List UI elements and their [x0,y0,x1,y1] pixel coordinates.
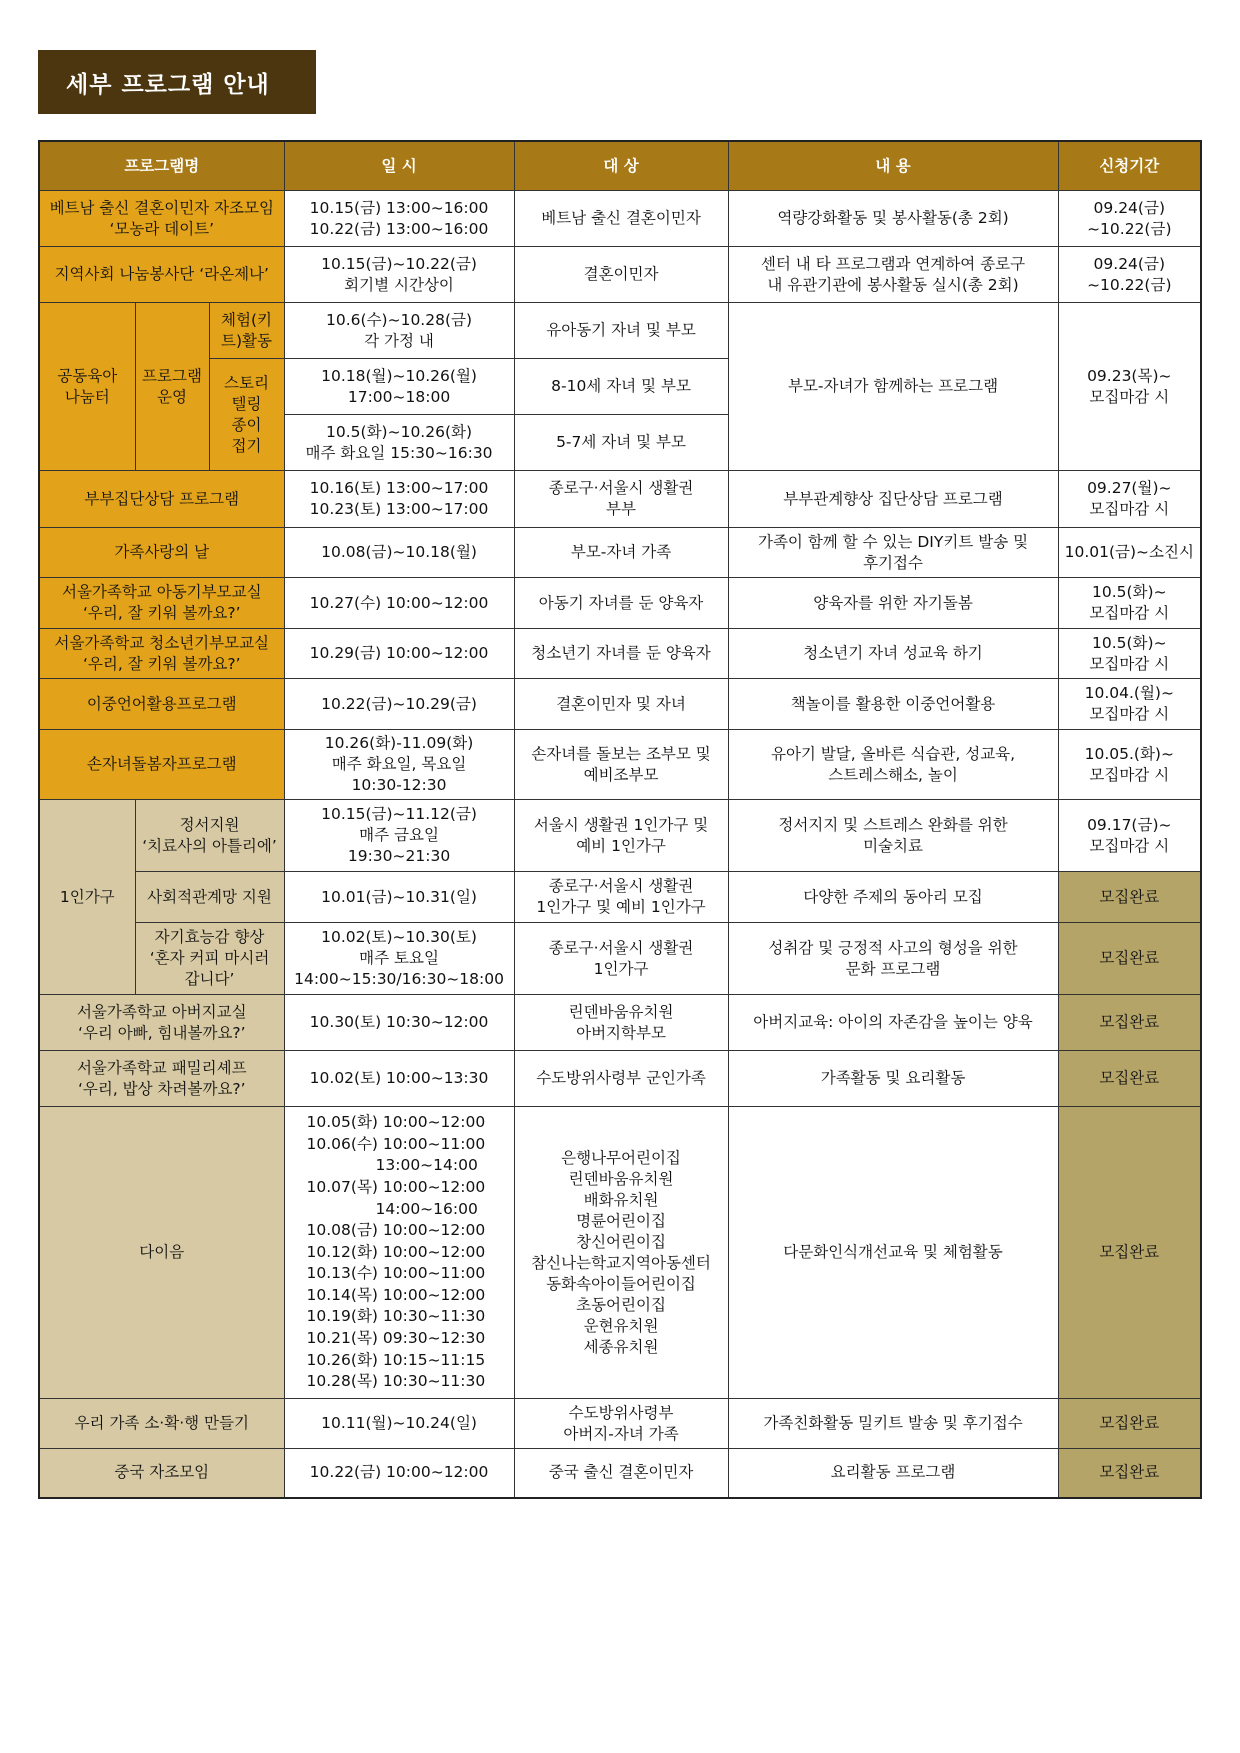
program-name: 체험(키 트)활동 [209,303,284,359]
program-name: 서울가족학교 청소년기부모교실 ‘우리, 잘 키워 볼까요?’ [39,629,284,679]
program-date: 10.18(월)~10.26(월) 17:00~18:00 [284,359,514,415]
program-name: 서울가족학교 패밀리셰프 ‘우리, 밥상 차려볼까요?’ [39,1051,284,1107]
table-row [39,471,1201,528]
program-date: 10.08(금)~10.18(월) [284,528,514,578]
program-target: 결혼이민자 및 자녀 [514,679,728,730]
program-content: 역량강화활동 및 봉사활동(총 2회) [728,191,1058,247]
program-period: 모집완료 [1058,1399,1201,1449]
table-row [39,872,1201,923]
table-row [39,1107,1201,1399]
program-name: 중국 자조모임 [39,1449,284,1498]
program-target: 은행나무어린이집 린덴바움유치원 배화유치원 명륜어린이집 창신어린이집 참신나는학교지역아동센터 동화속아이들어린이집 초동어린이집 운현유치원 세종유치원 [514,1107,728,1399]
table-row [39,1051,1201,1107]
program-date: 10.16(토) 13:00~17:00 10.23(토) 13:00~17:00 [284,471,514,528]
program-name: 사회적관계망 지원 [135,872,284,923]
program-content: 부모-자녀가 함께하는 프로그램 [728,303,1058,471]
table-header [39,141,1201,191]
program-content: 부부관계향상 집단상담 프로그램 [728,471,1058,528]
table-row [39,191,1201,247]
program-date: 10.01(금)~10.31(일) [284,872,514,923]
program-period: 10.01(금)~소진시 [1058,528,1201,578]
program-name: 정서지원 ‘치료사의 아틀리에’ [135,800,284,872]
program-group: 1인가구 [39,800,135,995]
table-row [39,578,1201,629]
table-row [39,730,1201,800]
program-content: 아버지교육: 아이의 자존감을 높이는 양육 [728,995,1058,1051]
program-target: 종로구·서울시 생활권 1인가구 및 예비 1인가구 [514,872,728,923]
program-period: 09.24(금) ~10.22(금) [1058,247,1201,303]
table-row [39,1399,1201,1449]
program-content: 성취감 및 긍정적 사고의 형성을 위한 문화 프로그램 [728,923,1058,995]
table-row [39,629,1201,679]
program-name: 다이음 [39,1107,284,1399]
program-target: 8-10세 자녀 및 부모 [514,359,728,415]
program-date: 10.26(화)-11.09(화) 매주 화요일, 목요일 10:30-12:30 [284,730,514,800]
program-date: 10.6(수)~10.28(금) 각 가정 내 [284,303,514,359]
program-date: 10.15(금) 13:00~16:00 10.22(금) 13:00~16:00 [284,191,514,247]
header-target: 대 상 [514,141,728,191]
table-row [39,247,1201,303]
program-content: 다문화인식개선교육 및 체험활동 [728,1107,1058,1399]
program-period: 모집완료 [1058,1051,1201,1107]
table-row [39,995,1201,1051]
header-date: 일 시 [284,141,514,191]
program-subgroup: 프로그램 운영 [135,303,209,471]
program-date: 10.02(토)~10.30(토) 매주 토요일 14:00~15:30/16:30~18:00 [284,923,514,995]
program-target: 청소년기 자녀를 둔 양육자 [514,629,728,679]
program-date: 10.15(금)~11.12(금) 매주 금요일 19:30~21:30 [284,800,514,872]
program-period: 09.27(월)~ 모집마감 시 [1058,471,1201,528]
header-program: 프로그램명 [39,141,284,191]
program-content: 가족친화활동 밀키트 발송 및 후기접수 [728,1399,1058,1449]
program-target: 결혼이민자 [514,247,728,303]
program-period: 09.23(목)~ 모집마감 시 [1058,303,1201,471]
program-date: 10.22(금) 10:00~12:00 [284,1449,514,1498]
program-period: 10.5(화)~ 모집마감 시 [1058,578,1201,629]
program-date: 10.15(금)~10.22(금) 회기별 시간상이 [284,247,514,303]
table-row [39,800,1201,872]
program-period: 모집완료 [1058,1449,1201,1498]
program-target: 베트남 출신 결혼이민자 [514,191,728,247]
table-row [39,679,1201,730]
program-content: 센터 내 타 프로그램과 연계하여 종로구 내 유관기관에 봉사활동 실시(총 2회) [728,247,1058,303]
table-row [39,923,1201,995]
program-name: 손자녀돌봄자프로그램 [39,730,284,800]
header-content: 내 용 [728,141,1058,191]
program-target: 중국 출신 결혼이민자 [514,1449,728,1498]
program-target: 종로구·서울시 생활권 부부 [514,471,728,528]
program-name: 지역사회 나눔봉사단 ‘라온제나’ [39,247,284,303]
program-period: 10.05.(화)~ 모집마감 시 [1058,730,1201,800]
program-content: 가족활동 및 요리활동 [728,1051,1058,1107]
program-content: 요리활동 프로그램 [728,1449,1058,1498]
program-content: 책놀이를 활용한 이중언어활용 [728,679,1058,730]
table-row [39,1449,1201,1498]
program-target: 손자녀를 돌보는 조부모 및 예비조부모 [514,730,728,800]
program-date: 10.30(토) 10:30~12:00 [284,995,514,1051]
program-name: 우리 가족 소·확·행 만들기 [39,1399,284,1449]
program-target: 아동기 자녀를 둔 양육자 [514,578,728,629]
program-content: 양육자를 위한 자기돌봄 [728,578,1058,629]
program-period: 09.17(금)~ 모집마감 시 [1058,800,1201,872]
program-name: 서울가족학교 아버지교실 ‘우리 아빠, 힘내볼까요?’ [39,995,284,1051]
program-date: 10.27(수) 10:00~12:00 [284,578,514,629]
program-period: 09.24(금) ~10.22(금) [1058,191,1201,247]
program-period: 모집완료 [1058,1107,1201,1399]
program-name: 가족사랑의 날 [39,528,284,578]
program-date: 10.29(금) 10:00~12:00 [284,629,514,679]
program-target: 서울시 생활권 1인가구 및 예비 1인가구 [514,800,728,872]
program-name: 부부집단상담 프로그램 [39,471,284,528]
program-content: 청소년기 자녀 성교육 하기 [728,629,1058,679]
program-target: 린덴바움유치원 아버지학부모 [514,995,728,1051]
program-target: 5-7세 자녀 및 부모 [514,415,728,471]
program-table [38,140,1202,1499]
program-date: 10.11(월)~10.24(일) [284,1399,514,1449]
program-date: 10.22(금)~10.29(금) [284,679,514,730]
program-content: 가족이 함께 할 수 있는 DIY키트 발송 및 후기접수 [728,528,1058,578]
page-title: 세부 프로그램 안내 [38,50,316,114]
program-target: 수도방위사령부 군인가족 [514,1051,728,1107]
program-content: 정서지지 및 스트레스 완화를 위한 미술치료 [728,800,1058,872]
program-date: 10.5(화)~10.26(화) 매주 화요일 15:30~16:30 [284,415,514,471]
program-period: 모집완료 [1058,923,1201,995]
program-date: 10.02(토) 10:00~13:30 [284,1051,514,1107]
program-content: 다양한 주제의 동아리 모집 [728,872,1058,923]
program-target: 수도방위사령부 아버지-자녀 가족 [514,1399,728,1449]
program-period: 모집완료 [1058,872,1201,923]
table-row [39,528,1201,578]
program-content: 유아기 발달, 올바른 식습관, 성교육, 스트레스해소, 놀이 [728,730,1058,800]
program-name: 서울가족학교 아동기부모교실 ‘우리, 잘 키워 볼까요?’ [39,578,284,629]
program-target: 종로구·서울시 생활권 1인가구 [514,923,728,995]
program-target: 유아동기 자녀 및 부모 [514,303,728,359]
program-period: 10.5(화)~ 모집마감 시 [1058,629,1201,679]
program-period: 10.04.(월)~ 모집마감 시 [1058,679,1201,730]
program-group: 공동육아 나눔터 [39,303,135,471]
program-name: 베트남 출신 결혼이민자 자조모임 ‘모농라 데이트’ [39,191,284,247]
header-period: 신청기간 [1058,141,1201,191]
program-date: 10.05(화) 10:00~12:00 10.06(수) 10:00~11:00 13:00~14:00 10.07(목) 10:00~12:00 14:00~16:00 10.08(금) 10:00~12:00 10.12(화) 10:00~12:00 10.13(수) 10:00~11:00 10.14(목) 10:00~12:00 10.19(화) 10:30~11:30 10.21(목) 09:30~12:30 10.26(화) 10:15~11:15 10.28(목) 10:30~11:30 [284,1107,514,1399]
program-name: 자기효능감 향상 ‘혼자 커피 마시러 갑니다’ [135,923,284,995]
program-period: 모집완료 [1058,995,1201,1051]
program-target: 부모-자녀 가족 [514,528,728,578]
program-name: 이중언어활용프로그램 [39,679,284,730]
program-name: 스토리 텔링 종이 접기 [209,359,284,471]
table-row [39,303,1201,359]
